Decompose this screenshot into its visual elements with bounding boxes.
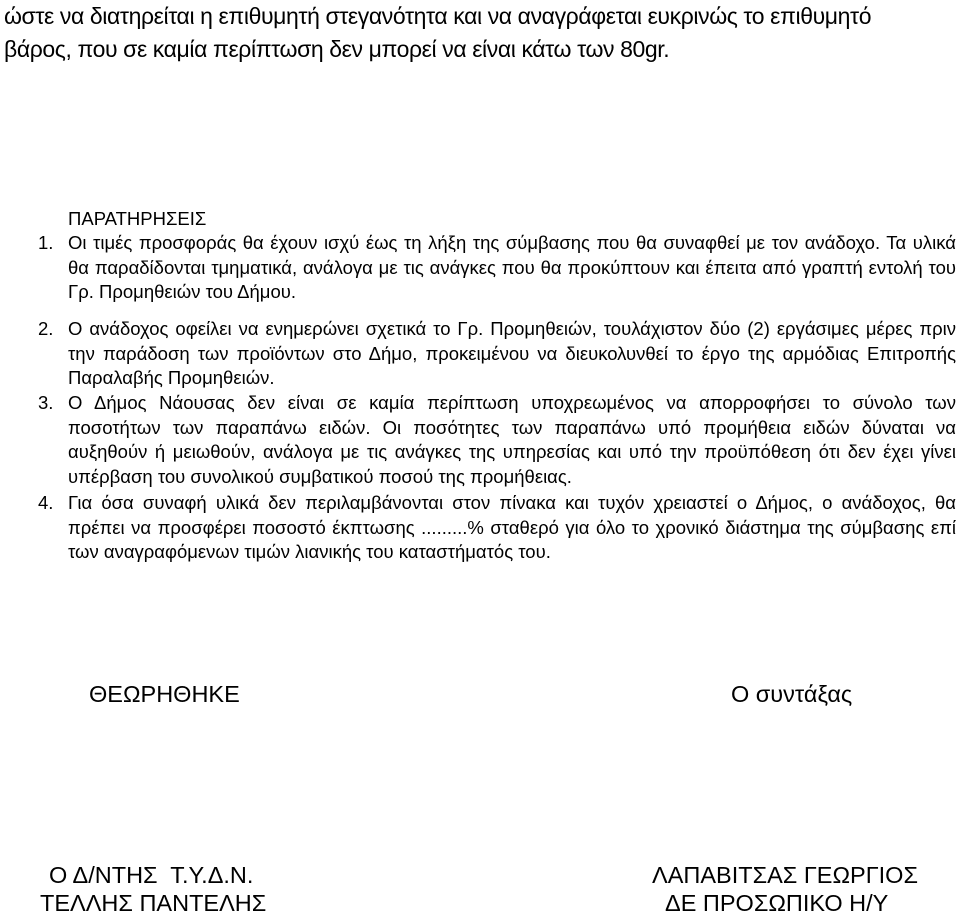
intro-paragraph: [4, 0, 956, 66]
notes-title: ΠΑΡΑΤΗΡΗΣΕΙΣ: [68, 208, 207, 229]
author-label: Ο συντάξας: [731, 681, 853, 707]
approved-label: ΘΕΩΡΗΘΗΚΕ: [89, 681, 240, 707]
director-title: Ο Δ/ΝΤΗΣ Τ.Υ.Δ.Ν.: [49, 862, 254, 888]
intro-line-1: ώστε να διατηρείται η επιθυμητή στεγανότητα και να αναγράφεται ευκρινώς το επιθυμητό: [4, 3, 872, 29]
note-text: Ο ανάδοχος οφείλει να ενημερώνει σχετικά το Γρ. Προμηθειών, τουλάχιστον δύο (2) εργάσιμες μέρες πριν την παράδοση των προϊόντων στο Δήμο, προκειμένου να διευκολυνθεί το έργο της αρμόδιας Επιτροπής Παραλαβής Προμηθειών.: [68, 318, 956, 389]
author-name: ΛΑΠΑΒΙΤΣΑΣ ΓΕΩΡΓΙΟΣ: [652, 862, 918, 888]
author-role: ΔΕ ΠΡΟΣΩΠΙΚΟ Η/Υ: [665, 890, 889, 916]
intro-line-2: βάρος, που σε καμία περίπτωση δεν μπορεί να είναι κάτω των 80gr.: [4, 36, 670, 62]
note-number: 2.: [38, 318, 54, 339]
director-name: ΤΕΛΛΗΣ ΠΑΝΤΕΛΗΣ: [40, 890, 267, 916]
note-number: 3.: [38, 392, 54, 413]
note-number: 1.: [38, 232, 54, 253]
note-text: Ο Δήμος Νάουσας δεν είναι σε καμία περίπτωση υποχρεωμένος να απορροφήσει το σύνολο των ποσοτήτων των παραπάνω ειδών. Οι ποσότητες των παραπάνω υπό προμήθεια ειδών δύναται να αυξηθούν ή μειωθούν, ανάλογα με τις ανάγκες της υπηρεσίας και υπό την προϋπόθεση ότι δεν έχει γίνει υπέρβαση του συνολικού συμβατικού ποσού της προμήθειας.: [68, 392, 956, 487]
note-text: Οι τιμές προσφοράς θα έχουν ισχύ έως τη λήξη της σύμβασης που θα συναφθεί με τον ανάδοχο. Τα υλικά θα παραδίδονται τμηματικά, ανάλογα με τις ανάγκες που θα προκύπτουν και έπειτα από γραπτή εντολή του Γρ. Προμηθειών του Δήμου.: [68, 232, 956, 303]
note-number: 4.: [38, 492, 54, 513]
note-text: Για όσα συναφή υλικά δεν περιλαμβάνονται στον πίνακα και τυχόν χρειαστεί ο Δήμος, ο ανάδοχος, θα πρέπει να προσφέρει ποσοστό έκπτωσης .........% σταθερό για όλο το χρονικό διάστημα της σύμβασης επί των αναγραφόμενων τιμών λιανικής του καταστήματός του.: [68, 492, 956, 563]
